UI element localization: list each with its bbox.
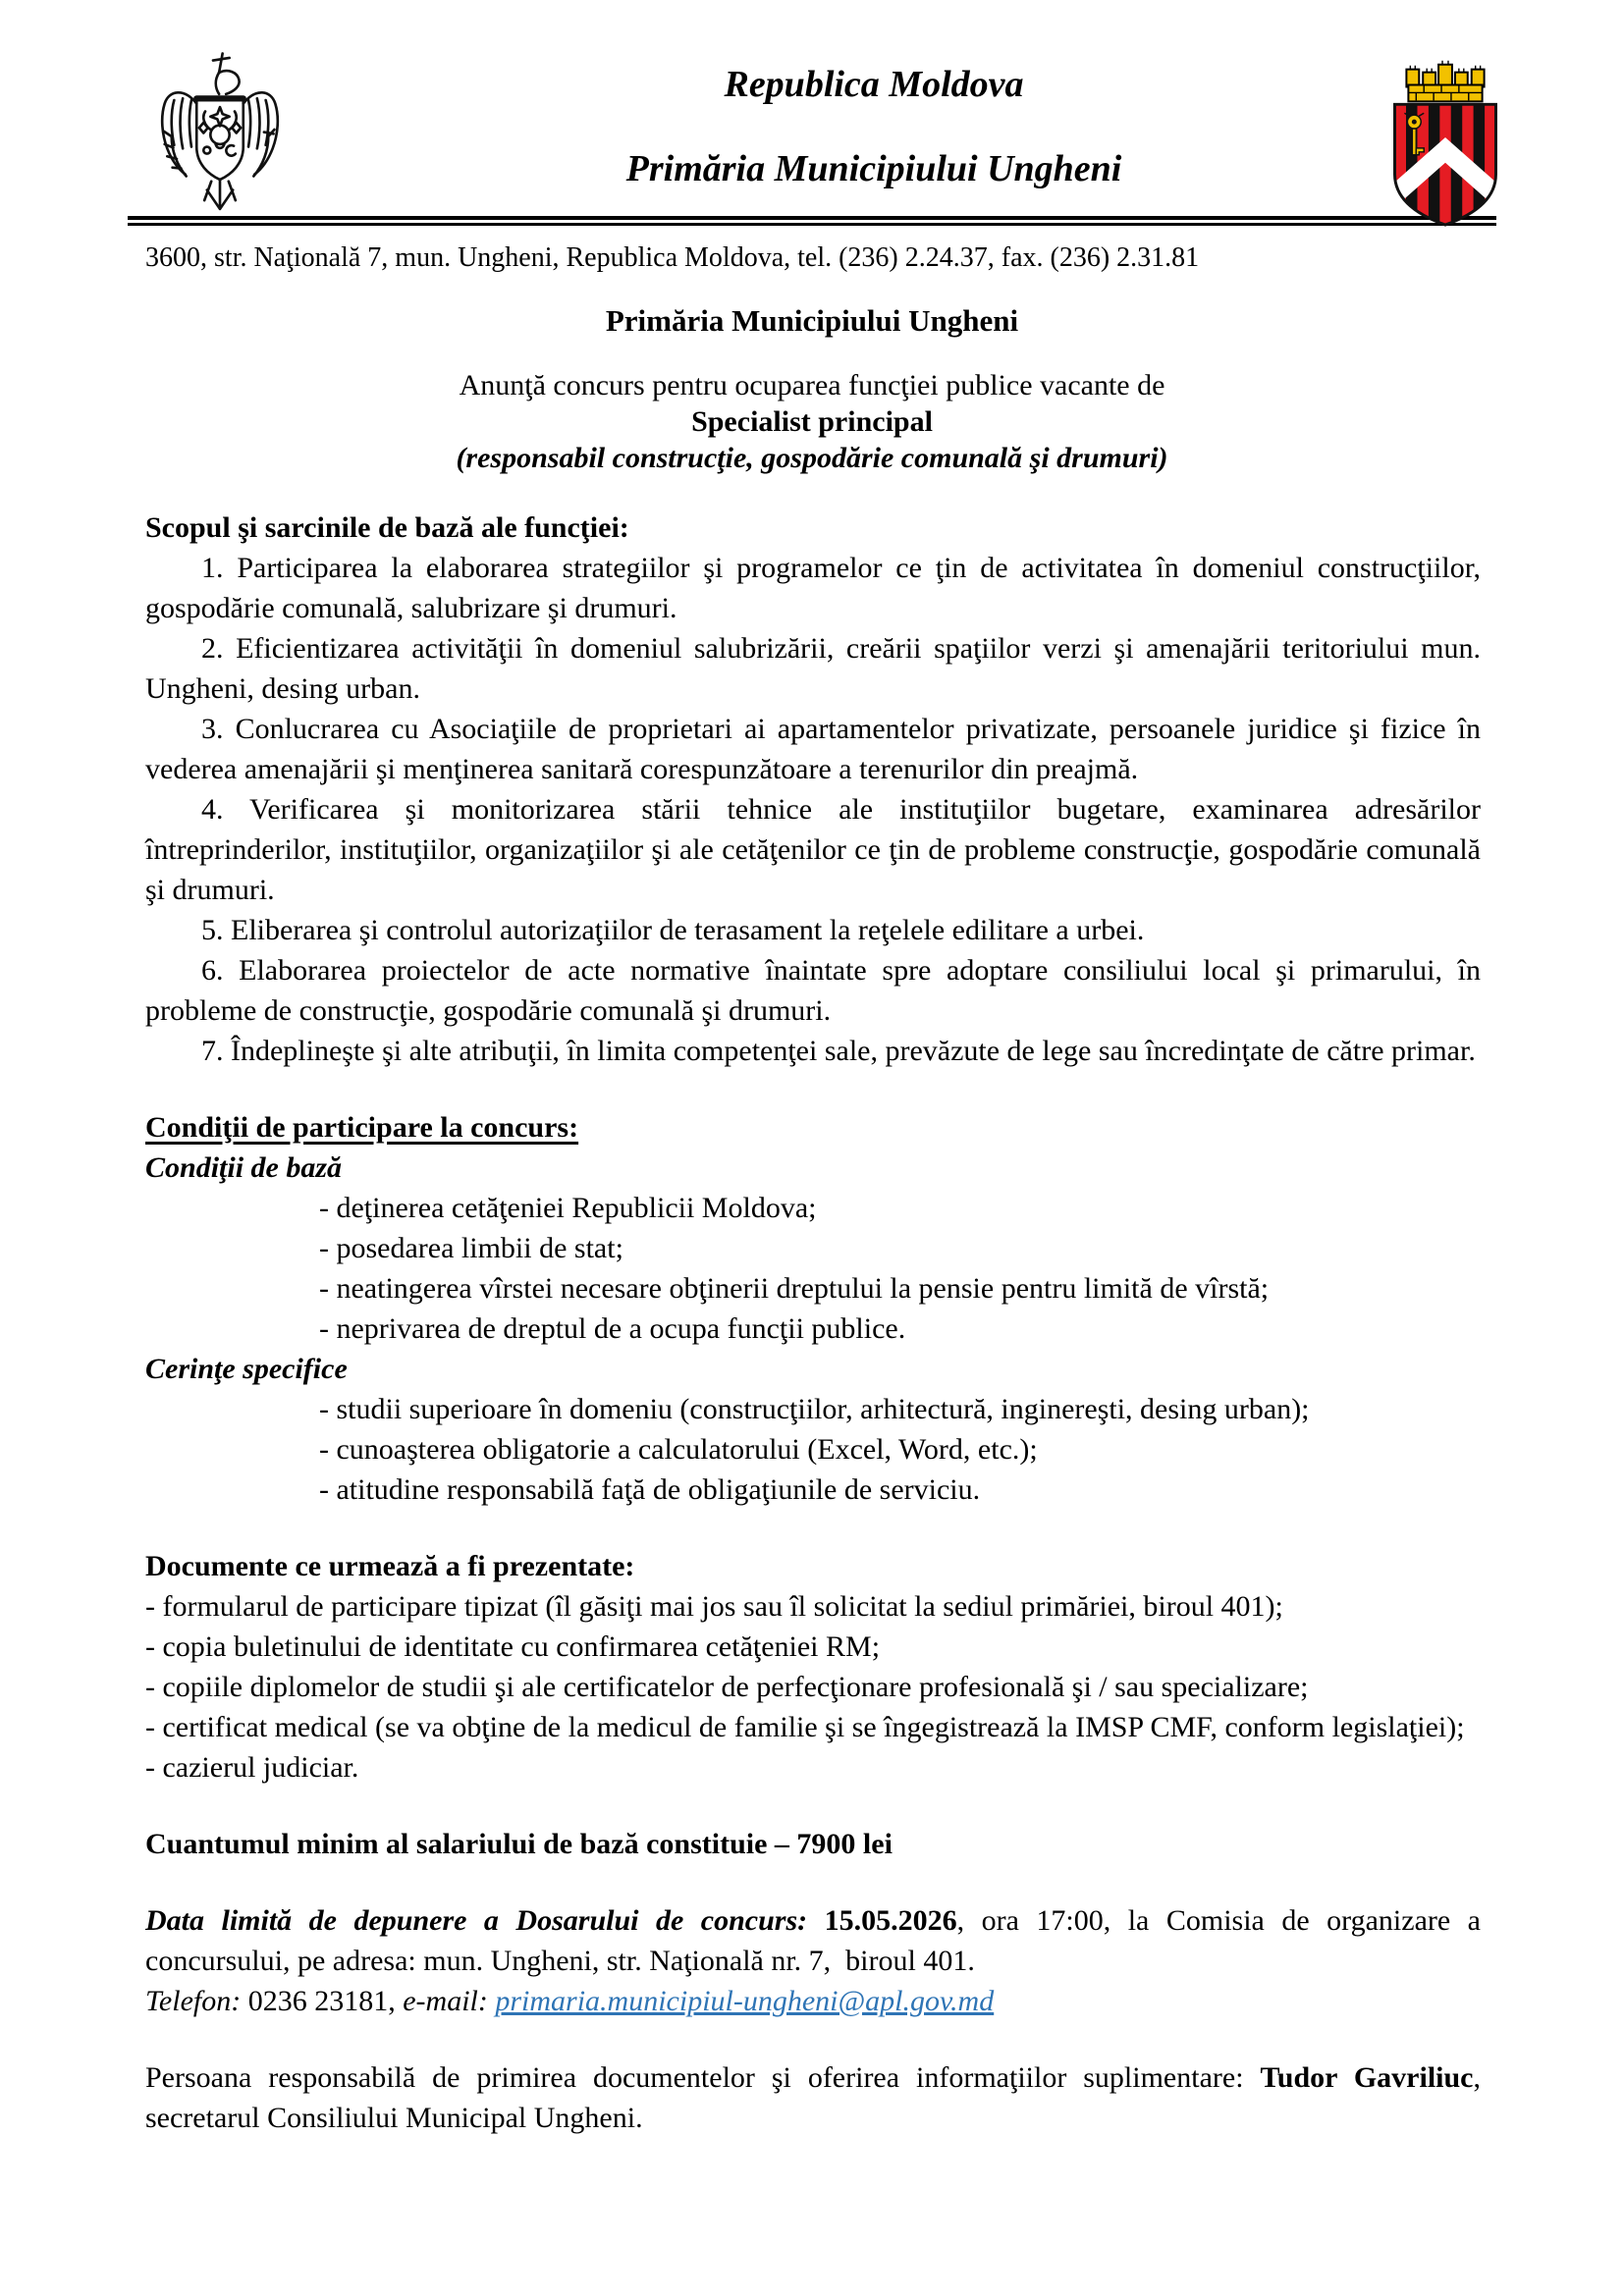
document-item: - certificat medical (se va obţine de la medicul de familie şi se îngegistrează la IMSP CMF, conform legislaţiei); [145, 1711, 1465, 1743]
condition-item: - studii superioare în domeniu (construcţiilor, arhitectură, inginereşti, desing urban); [319, 1393, 1310, 1425]
contact-line [145, 1981, 1481, 2021]
task-paragraph: 6. Elaborarea proiectelor de acte normative înaintate spre adoptare consiliului local şi primarului, în probleme de construcţie, gospodărie comunală şi drumuri. [145, 954, 1481, 1027]
phone-label: Telefon: [145, 1985, 242, 2017]
document-body [145, 507, 1481, 2138]
salary-line: Cuantumul minim al salariului de bază constituie – 7900 lei [145, 1828, 893, 1860]
page-title: Primăria Municipiului Ungheni [605, 303, 1019, 338]
ungheni-coat-of-arms-icon [1384, 36, 1506, 231]
conditions-heading [145, 1107, 1481, 1148]
condition-item: - neprivarea de dreptul de a ocupa funcţii publice. [319, 1312, 906, 1345]
responsible-suffix: , secretarul Consiliului Municipal Ungheni. [145, 2061, 1482, 2134]
letterhead [0, 0, 1624, 196]
condition-item: - neatingerea vîrstei necesare obţinerii dreptului la pensie pentru limită de vîrstă; [319, 1272, 1270, 1305]
basic-conditions-heading: Condiţii de bază [145, 1151, 343, 1184]
email-link[interactable]: primaria.municipiul-ungheni@apl.gov.md [495, 1985, 995, 2017]
task-paragraph: 2. Eficientizarea activităţii în domeniul salubrizării, creării spaţiilor verzi şi amenajării teritoriului mun. Ungheni, desing urban. [145, 632, 1481, 705]
document-item: - cazierul judiciar. [145, 1751, 359, 1784]
condition-item: - cunoaşterea obligatorie a calculatorului (Excel, Word, etc.); [319, 1433, 1038, 1466]
deadline-rest: , ora 17:00, la Comisia de organizare a concursului, pe adresa: mun. Ungheni, str. Naţională nr. 7, biroul 401. [145, 1904, 1481, 1977]
condition-item: - posedarea limbii de stat; [319, 1232, 623, 1264]
condition-item: - atitudine responsabilă faţă de obligaţiunile de serviciu. [319, 1473, 981, 1506]
task-paragraph: 5. Eliberarea şi controlul autorizaţiilor de terasament la reţelele edilitare a urbei. [201, 914, 1145, 946]
announcement-block [0, 367, 1624, 476]
letterhead-titles [295, 34, 1384, 189]
document-item: - formularul de participare tipizat (îl găsiţi mai jos sau îl solicitat la sediul primăriei, biroul 401); [145, 1590, 1283, 1623]
letterhead-divider [128, 216, 1496, 226]
responsible-name: Tudor Gavriliuc [1260, 2061, 1474, 2094]
vacancy-position-detail: (responsabil construcţie, gospodărie comunală şi drumuri) [456, 442, 1168, 474]
letterhead-municipality: Primăria Municipiului Ungheni [625, 148, 1122, 189]
task-paragraph: 3. Conlucrarea cu Asociaţiile de proprietari ai apartamentelor privatizate, persoanele juridice şi fizice în vederea amenajării şi menţinerea sanitară corespunzătoare a terenurilor din preajmă. [145, 713, 1481, 785]
documents-heading: Documente ce urmează a fi prezentate: [145, 1550, 635, 1582]
email-label: e-mail: [403, 1985, 496, 2017]
task-paragraph: 4. Verificarea şi monitorizarea stării tehnice ale instituţiilor bugetare, examinarea adresărilor întreprinderilor, instituţiilor, organizaţiilor şi ale cetăţenilor ce ţin de probleme construcţie, gospodărie comunală şi drumuri. [145, 793, 1481, 906]
deadline-paragraph [145, 1900, 1481, 1981]
condition-item: - deţinerea cetăţeniei Republicii Moldova; [319, 1192, 817, 1224]
document-item: - copia buletinului de identitate cu confirmarea cetăţeniei RM; [145, 1630, 881, 1663]
address-line: 3600, str. Naţională 7, mun. Ungheni, Republica Moldova, tel. (236) 2.24.37, fax. (236) 2.31.81 [145, 242, 1200, 273]
phone-number: 0236 23181, [241, 1985, 404, 2017]
document-item: - copiile diplomelor de studii şi ale certificatelor de perfecţionare profesională şi / sau specializare; [145, 1671, 1309, 1703]
letterhead-country: Republica Moldova [724, 64, 1024, 105]
vacancy-position: Specialist principal [691, 405, 933, 438]
moldova-state-emblem-icon [145, 50, 295, 223]
deadline-label: Data limită de depunere a Dosarului de concurs: [145, 1904, 808, 1937]
deadline-date: 15.05.2026 [807, 1904, 957, 1937]
specific-requirements-heading: Cerinţe specifice [145, 1353, 348, 1385]
announcement-intro: Anunţă concurs pentru ocuparea funcţiei publice vacante de [459, 369, 1165, 401]
purpose-heading: Scopul şi sarcinile de bază ale funcţiei: [145, 511, 629, 544]
responsible-prefix: Persoana responsabilă de primirea documentelor şi oferirea informaţiilor suplimentare: [145, 2061, 1261, 2094]
task-paragraph: 1. Participarea la elaborarea strategiilor şi programelor ce ţin de activitatea în domeniul construcţiilor, gospodărie comunală, salubrizare şi drumuri. [145, 552, 1481, 624]
responsible-paragraph [145, 2057, 1481, 2138]
task-paragraph: 7. Îndeplineşte şi alte atribuţii, în limita competenţei sale, prevăzute de lege sau încredinţate de către primar. [201, 1035, 1476, 1067]
conditions-heading-text: Condiţii de participare la concurs: [145, 1111, 579, 1144]
